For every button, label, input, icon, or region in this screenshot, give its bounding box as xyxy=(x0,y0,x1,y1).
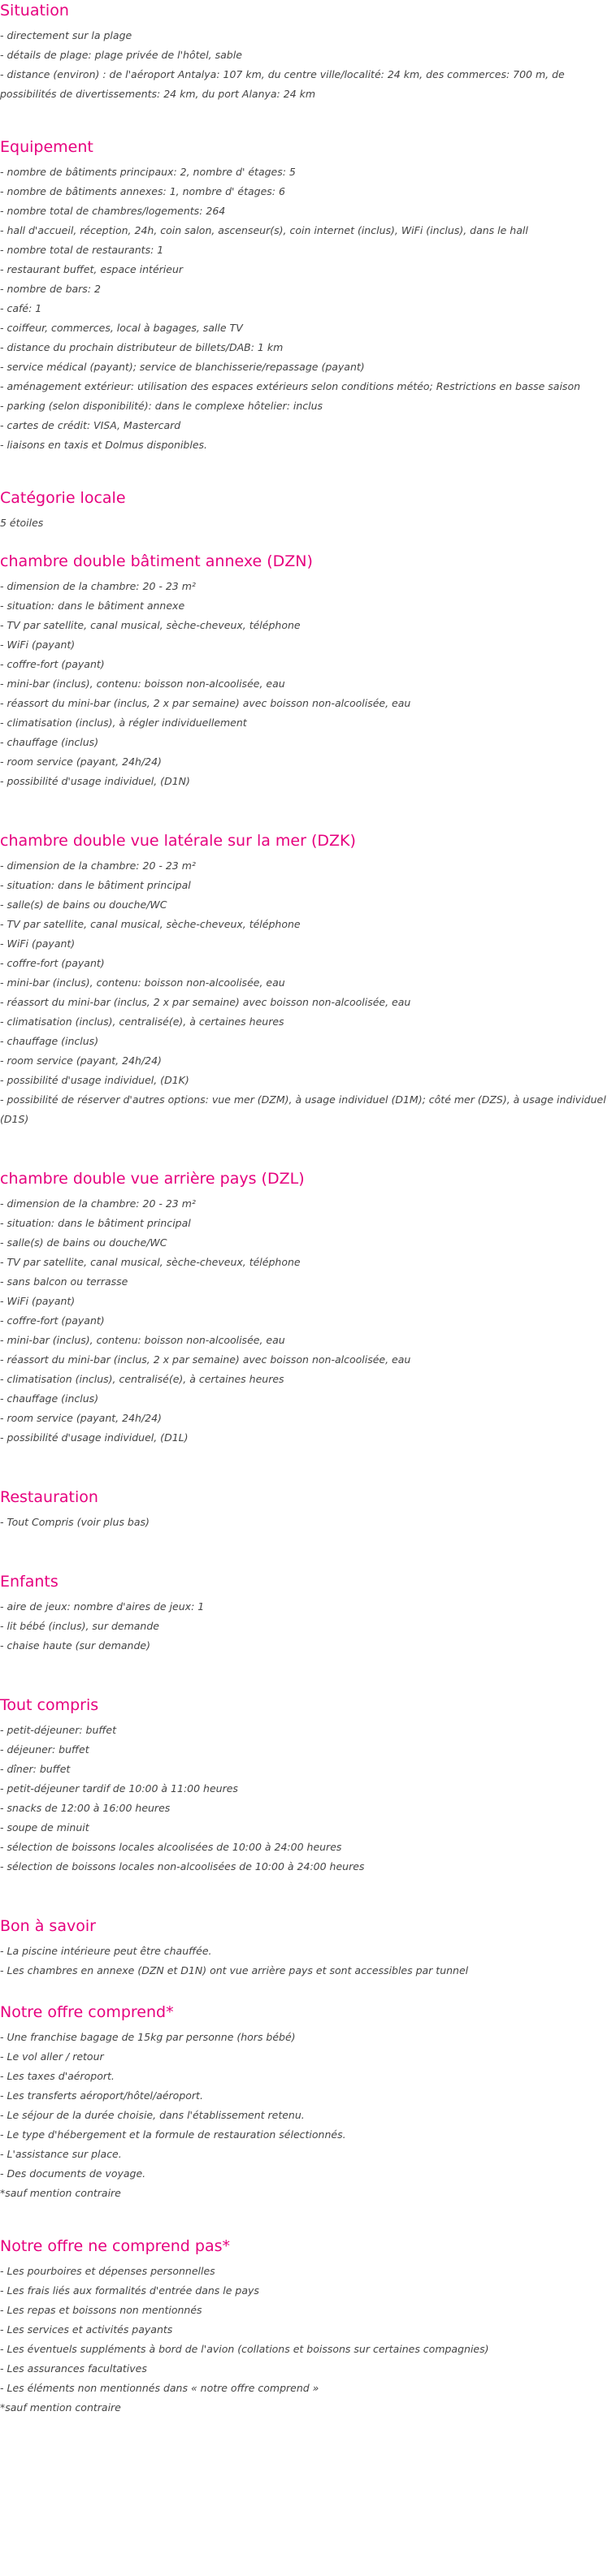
section-line: - restaurant buffet, espace intérieur xyxy=(0,263,184,275)
section-line: *sauf mention contraire xyxy=(0,2187,121,2199)
section-line: - dimension de la chambre: 20 - 23 m² xyxy=(0,580,196,592)
section-title: Enfants xyxy=(0,1573,59,1591)
section-line: - Les éventuels suppléments à bord de l'avion (collations et boissons sur certaines compagnies) xyxy=(0,2343,489,2355)
section-line: - possibilité de réserver d'autres options: vue mer (DZM), à usage individuel (D1M); côté mer (DZS), à usage individuel (D1S) xyxy=(0,1093,606,1125)
section-body xyxy=(0,162,616,455)
section-line: - TV par satellite, canal musical, sèche-cheveux, téléphone xyxy=(0,918,301,930)
section-line: - Une franchise bagage de 15kg par personne (hors bébé) xyxy=(0,2031,296,2043)
section-body xyxy=(0,1513,616,1532)
section-7 xyxy=(0,1487,616,1532)
section-line: - climatisation (inclus), centralisé(e), à certaines heures xyxy=(0,1015,284,1028)
section-line: - parking (selon disponibilité): dans le complexe hôtelier: inclus xyxy=(0,400,323,412)
section-line: - liaisons en taxis et Dolmus disponibles. xyxy=(0,439,208,451)
section-line: 5 étoiles xyxy=(0,517,44,529)
section-line: - mini-bar (inclus), contenu: boisson non-alcoolisée, eau xyxy=(0,976,285,989)
section-line: - possibilité d'usage individuel, (D1L) xyxy=(0,1431,189,1444)
section-line: - directement sur la plage xyxy=(0,29,132,41)
section-body xyxy=(0,1942,616,1981)
section-4 xyxy=(0,551,616,791)
section-body xyxy=(0,2262,616,2418)
section-line: - L'assistance sur place. xyxy=(0,2148,122,2160)
section-line: - salle(s) de bains ou douche/WC xyxy=(0,898,167,911)
section-line: - nombre de bâtiments annexes: 1, nombre d' étages: 6 xyxy=(0,185,285,197)
section-line: - réassort du mini-bar (inclus, 2 x par semaine) avec boisson non-alcoolisée, eau xyxy=(0,996,411,1008)
section-line: - Le type d'hébergement et la formule de restauration sélectionnés. xyxy=(0,2128,346,2141)
section-line: - sans balcon ou terrasse xyxy=(0,1275,128,1288)
section-line: - mini-bar (inclus), contenu: boisson non-alcoolisée, eau xyxy=(0,678,285,690)
section-line: - WiFi (payant) xyxy=(0,1295,76,1307)
section-title: Restauration xyxy=(0,1488,98,1506)
section-line: - possibilité d'usage individuel, (D1K) xyxy=(0,1074,189,1086)
section-1 xyxy=(0,0,616,104)
section-body xyxy=(0,513,616,533)
section-title: chambre double vue arrière pays (DZL) xyxy=(0,1170,305,1188)
section-line: - sélection de boissons locales alcoolisées de 10:00 à 24:00 heures xyxy=(0,1841,342,1853)
section-line: - réassort du mini-bar (inclus, 2 x par semaine) avec boisson non-alcoolisée, eau xyxy=(0,697,411,709)
section-line: - dîner: buffet xyxy=(0,1763,71,1775)
section-title: Equipement xyxy=(0,138,93,156)
section-line: - La piscine intérieure peut être chauffée. xyxy=(0,1945,212,1957)
section-line: - room service (payant, 24h/24) xyxy=(0,1412,162,1424)
section-line: - petit-déjeuner: buffet xyxy=(0,1724,117,1736)
section-line: - coiffeur, commerces, local à bagages, salle TV xyxy=(0,322,243,334)
section-body xyxy=(0,26,616,104)
section-line: - distance (environ) : de l'aéroport Antalya: 107 km, du centre ville/localité: 24 km, des commerces: 700 m, de possibilités de divertissements: 24 km, du port Alanya: 24 km xyxy=(0,68,565,100)
section-line: - nombre total de chambres/logements: 264 xyxy=(0,205,226,217)
section-line: - nombre de bars: 2 xyxy=(0,283,101,295)
section-line: - dimension de la chambre: 20 - 23 m² xyxy=(0,859,196,872)
section-title: Situation xyxy=(0,2,69,19)
section-6 xyxy=(0,1168,616,1448)
section-body xyxy=(0,577,616,791)
section-line: - service médical (payant); service de blanchisserie/repassage (payant) xyxy=(0,361,365,373)
section-line: - cartes de crédit: VISA, Mastercard xyxy=(0,419,181,431)
section-line: - snacks de 12:00 à 16:00 heures xyxy=(0,1802,171,1814)
section-line: - TV par satellite, canal musical, sèche-cheveux, téléphone xyxy=(0,1256,301,1268)
section-line: - situation: dans le bâtiment principal xyxy=(0,879,191,891)
section-line: - mini-bar (inclus), contenu: boisson non-alcoolisée, eau xyxy=(0,1334,285,1346)
section-11 xyxy=(0,2002,616,2203)
section-line: - hall d'accueil, réception, 24h, coin salon, ascenseur(s), coin internet (inclus), WiFi (inclus), dans le hall xyxy=(0,224,528,236)
section-line: - sélection de boissons locales non-alcoolisées de 10:00 à 24:00 heures xyxy=(0,1860,365,1872)
section-line: - nombre de bâtiments principaux: 2, nombre d' étages: 5 xyxy=(0,166,296,178)
section-title: Catégorie locale xyxy=(0,489,126,507)
section-line: - aménagement extérieur: utilisation des espaces extérieurs selon conditions météo; Restrictions en basse saison xyxy=(0,380,581,392)
section-line: - WiFi (payant) xyxy=(0,639,76,651)
section-3 xyxy=(0,487,616,533)
section-line: *sauf mention contraire xyxy=(0,2401,121,2414)
section-body xyxy=(0,2028,616,2203)
section-line: - Les taxes d'aéroport. xyxy=(0,2070,115,2082)
section-line: - lit bébé (inclus), sur demande xyxy=(0,1620,159,1632)
section-body xyxy=(0,1194,616,1448)
section-title: Bon à savoir xyxy=(0,1917,96,1935)
section-line: - salle(s) de bains ou douche/WC xyxy=(0,1236,167,1249)
section-line: - chaise haute (sur demande) xyxy=(0,1639,150,1652)
section-line: - Les assurances facultatives xyxy=(0,2362,147,2375)
section-line: - distance du prochain distributeur de billets/DAB: 1 km xyxy=(0,341,284,353)
section-body xyxy=(0,856,616,1129)
section-line: - Les chambres en annexe (DZN et D1N) ont vue arrière pays et sont accessibles par tunnel xyxy=(0,1964,469,1976)
section-title: chambre double bâtiment annexe (DZN) xyxy=(0,552,313,570)
section-line: - chauffage (inclus) xyxy=(0,1392,99,1405)
section-line: - TV par satellite, canal musical, sèche-cheveux, téléphone xyxy=(0,619,301,631)
section-line: - Les transferts aéroport/hôtel/aéroport. xyxy=(0,2089,203,2102)
section-line: - climatisation (inclus), à régler individuellement xyxy=(0,717,247,729)
section-title: Notre offre ne comprend pas* xyxy=(0,2237,230,2255)
section-line: - climatisation (inclus), centralisé(e), à certaines heures xyxy=(0,1373,284,1385)
section-line: - coffre-fort (payant) xyxy=(0,1314,105,1327)
section-line: - Les repas et boissons non mentionnés xyxy=(0,2304,202,2316)
section-line: - Le vol aller / retour xyxy=(0,2050,104,2063)
section-line: - room service (payant, 24h/24) xyxy=(0,1054,162,1067)
section-2 xyxy=(0,136,616,455)
section-line: - chauffage (inclus) xyxy=(0,1035,99,1047)
section-line: - Le séjour de la durée choisie, dans l'établissement retenu. xyxy=(0,2109,305,2121)
section-line: - situation: dans le bâtiment principal xyxy=(0,1217,191,1229)
section-5 xyxy=(0,830,616,1129)
section-line: - aire de jeux: nombre d'aires de jeux: 1 xyxy=(0,1600,205,1613)
section-line: - Tout Compris (voir plus bas) xyxy=(0,1516,150,1528)
section-line: - Des documents de voyage. xyxy=(0,2167,146,2180)
section-line: - room service (payant, 24h/24) xyxy=(0,755,162,768)
section-line: - WiFi (payant) xyxy=(0,937,76,950)
section-line: - nombre total de restaurants: 1 xyxy=(0,244,164,256)
section-line: - situation: dans le bâtiment annexe xyxy=(0,600,185,612)
section-8 xyxy=(0,1571,616,1656)
section-line: - déjeuner: buffet xyxy=(0,1743,89,1756)
section-12 xyxy=(0,2236,616,2418)
section-line: - Les éléments non mentionnés dans « notre offre comprend » xyxy=(0,2382,319,2394)
section-9 xyxy=(0,1695,616,1877)
section-line: - coffre-fort (payant) xyxy=(0,957,105,969)
section-line: - possibilité d'usage individuel, (D1N) xyxy=(0,775,190,787)
section-10 xyxy=(0,1916,616,1981)
section-line: - dimension de la chambre: 20 - 23 m² xyxy=(0,1197,196,1210)
section-line: - réassort du mini-bar (inclus, 2 x par semaine) avec boisson non-alcoolisée, eau xyxy=(0,1353,411,1366)
section-title: chambre double vue latérale sur la mer (DZK) xyxy=(0,832,356,850)
section-line: - Les services et activités payants xyxy=(0,2323,173,2336)
section-line: - détails de plage: plage privée de l'hôtel, sable xyxy=(0,49,242,61)
section-title: Tout compris xyxy=(0,1696,99,1714)
section-line: - coffre-fort (payant) xyxy=(0,658,105,670)
section-line: - petit-déjeuner tardif de 10:00 à 11:00 heures xyxy=(0,1782,238,1795)
section-body xyxy=(0,1597,616,1656)
section-line: - soupe de minuit xyxy=(0,1821,89,1834)
section-line: - Les pourboires et dépenses personnelles xyxy=(0,2265,215,2277)
section-body xyxy=(0,1721,616,1877)
section-title: Notre offre comprend* xyxy=(0,2003,174,2021)
section-line: - Les frais liés aux formalités d'entrée dans le pays xyxy=(0,2284,259,2297)
section-line: - café: 1 xyxy=(0,302,42,314)
section-line: - chauffage (inclus) xyxy=(0,736,99,748)
